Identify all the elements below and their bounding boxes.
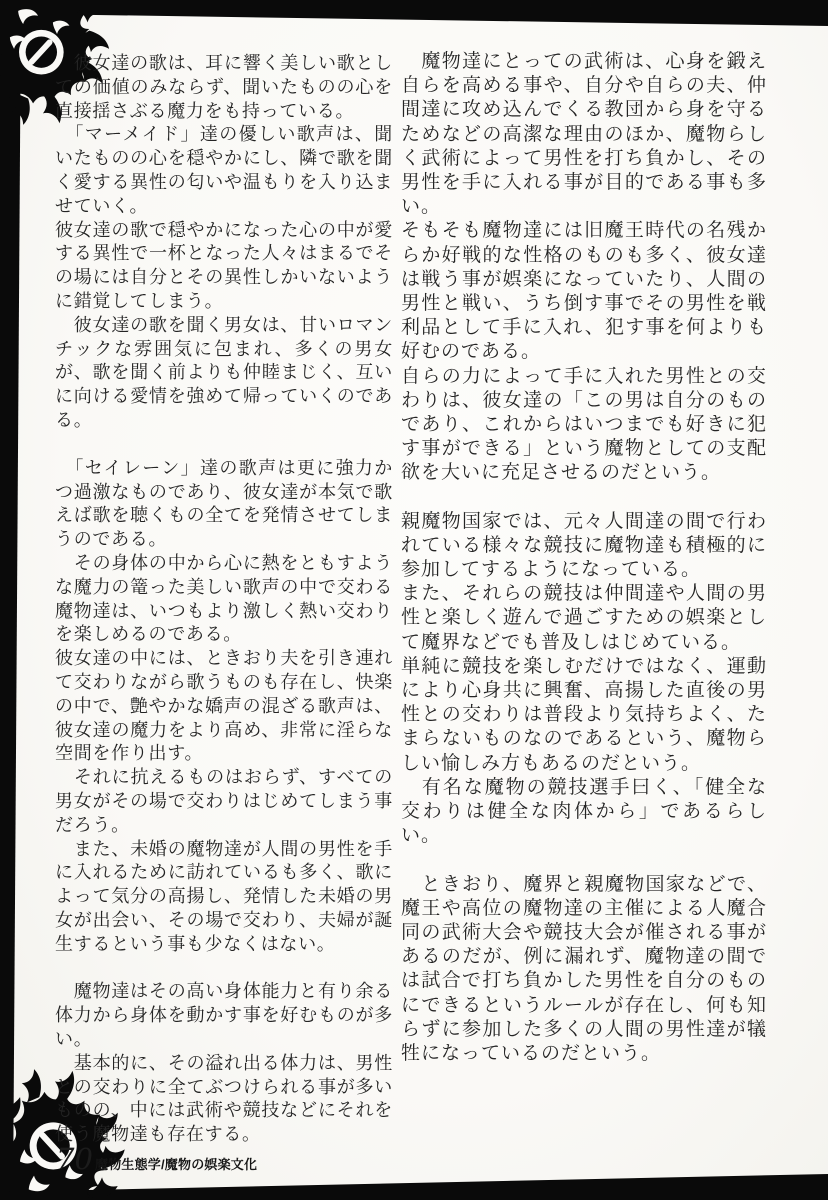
paragraph-gap xyxy=(401,849,767,873)
page-number: 70 xyxy=(56,1142,93,1176)
paragraph: また、それらの競技は仲間達や人間の男性と楽しく遊んで過ごすための娯楽として魔界などでも普及しはじめている。 xyxy=(401,583,767,653)
paragraph: 彼女達の歌は、耳に響く美しい歌としての価値のみならず、聞いたものの心を直接揺さぶる魔力をも持っている。 xyxy=(55,53,393,121)
paragraph: 魔物達にとっての武術は、心身を鍛え自らを高める事や、自分や自らの夫、仲間達に攻め込んでくる教団から身を守るためなどの高潔な理由のほか、魔物らしく武術によって男性を打ち負かし、その男性を手に入れる事が目的である事も多い。 xyxy=(401,51,767,218)
paragraph: 有名な魔物の競技選手曰く、「健全な交わりは健全な肉体から」であるらしい。 xyxy=(401,776,767,847)
page-border-top xyxy=(0,0,828,26)
footer-section-title: 魔物生態学/魔物の娯楽文化 xyxy=(95,1157,258,1172)
paragraph: 彼女達の中には、ときおり夫を引き連れて交わりながら歌うものも存在し、快楽の中で、艶やかな嬌声の混ざる歌声は、彼女達の魔力をより高め、非常に淫らな空間を作り出す。 xyxy=(55,648,393,764)
paragraph: ときおり、魔界と親魔物国家などで、魔王や高位の魔物達の主催による人魔合同の武術大会や競技大会が催される事があるのだが、例に漏れず、魔物達の間では試合で打ち負かした男性を自分のものにできるというルールが存在し、何も知らずに参加した多くの人間の男性達が犠牲になっているのだという。 xyxy=(401,873,767,1064)
paragraph: また、未婚の魔物達が人間の男性を手に入れるために訪れているも多く、歌によって気分の高揚し、発情した未婚の男女が出会い、その場で交わり、夫婦が誕生するという事も少なくはない。 xyxy=(55,838,393,954)
paragraph: 基本的に、その溢れ出る体力は、男性との交わりに全てぶつけられる事が多いものの、中には武術や競技などにそれを使う魔物達も存在する。 xyxy=(55,1052,393,1145)
paragraph-gap xyxy=(55,433,393,457)
paragraph: 「マーメイド」達の優しい歌声は、聞いたものの心を穏やかにし、隣で歌を聞く愛する異性の匂いや温もりを入り込ませていく。 xyxy=(55,124,393,216)
paragraph-gap xyxy=(55,956,393,980)
paragraph: その身体の中から心に熱をともすような魔力の篭った美しい歌声の中で交わる魔物達は、いつもより激しく熱い交わりを楽しめるのである。 xyxy=(55,552,393,645)
paragraph: 親魔物国家では、元々人間達の間で行われている様々な競技に魔物達も積極的に参加してするようになっている。 xyxy=(401,510,767,581)
paragraph: それに抗えるものはおらず、すべての男女がその場で交わりはじめてしまう事だろう。 xyxy=(55,767,393,835)
page-border-left xyxy=(0,0,21,1200)
paragraph: 魔物達はその高い身体能力と有り余る体力から身体を動かす事を好むものが多い。 xyxy=(55,981,393,1050)
paragraph: 彼女達の歌を聞く男女は、甘いロマンチックな雰囲気に包まれ、多くの男女が、歌を聞く前よりも仲睦まじく、互いに向ける愛情を強めて帰っていくのである。 xyxy=(55,314,393,430)
paragraph-gap xyxy=(401,486,767,510)
paragraph: 彼女達の歌で穏やかになった心の中が愛する異性で一杯となった人々はまるでその場には自分とその異性しかいないように錯覚してしまう。 xyxy=(55,219,393,311)
text-column-right xyxy=(401,50,767,1066)
paragraph: 自らの力によって手に入れた男性との交わりは、彼女達の「この男は自分のものであり、これからはいつまでも好きに犯す事ができる」という魔物としての支配欲を大いに充足させるのだという。 xyxy=(401,365,767,484)
text-column-left xyxy=(55,52,393,1147)
paragraph: そもそも魔物達には旧魔王時代の名残からか好戦的な性格のものも多く、彼女達は戦う事が娯楽になっていたり、人間の男性と戦い、うち倒す事でその男性を戦利品として手に入れ、犯す事を何よりも好むのである。 xyxy=(401,220,767,363)
paragraph: 単純に競技を楽しむだけではなく、運動により心身共に興奮、高揚した直後の男性との交わりは普段より気持ちよく、たまらないものなのであるという、魔物らしい愉しみ方もあるのだという。 xyxy=(401,655,767,774)
paragraph: 「セイレーン」達の歌声は更に強力かつ過激なものであり、彼女達が本気で歌えば歌を聴くもの全てを発情させてしまうのである。 xyxy=(55,457,393,550)
